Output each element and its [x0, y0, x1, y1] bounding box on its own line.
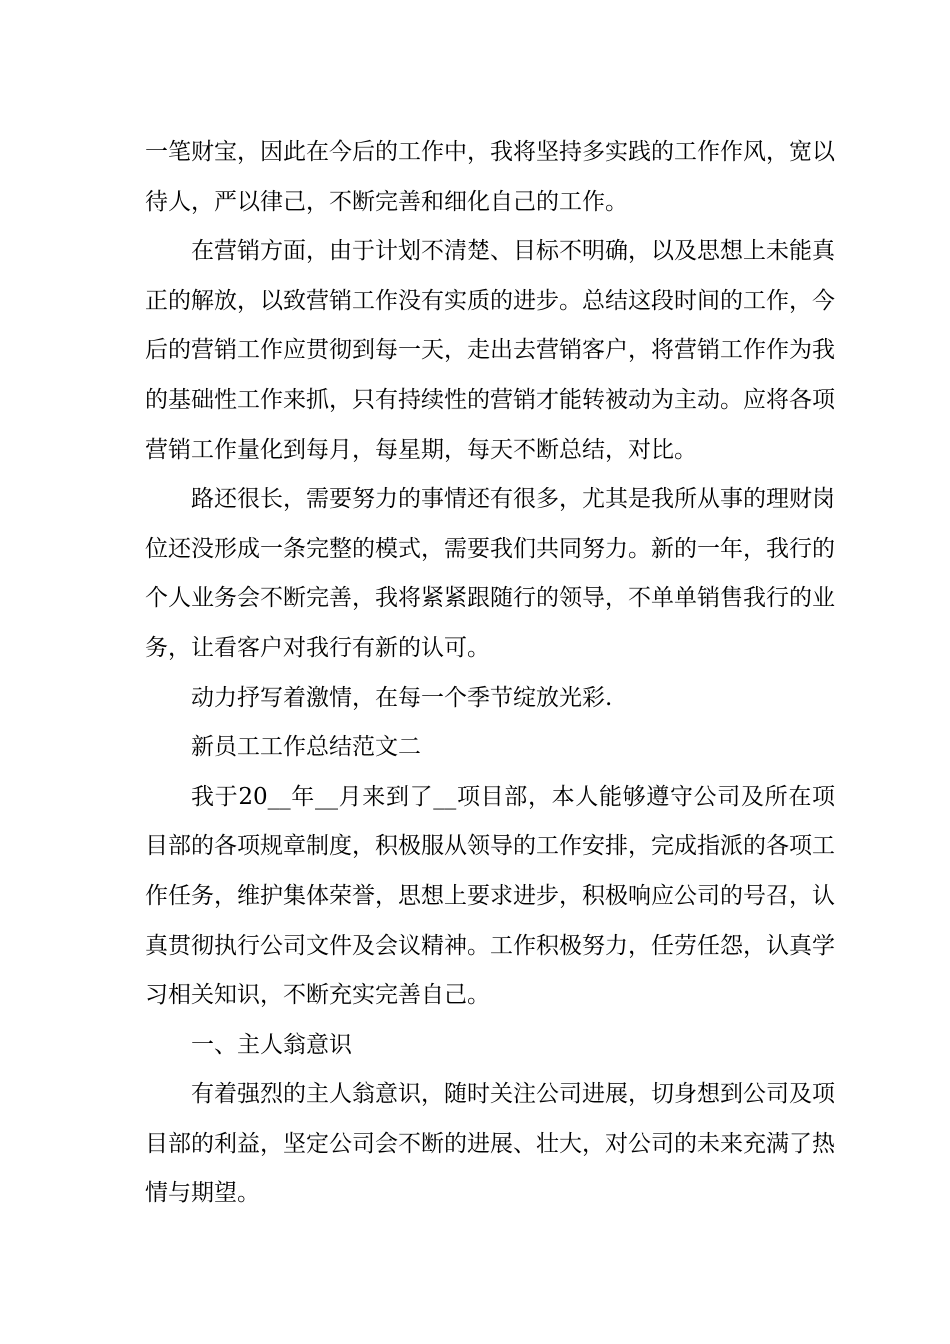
paragraph-marketing: 在营销方面，由于计划不清楚、目标不明确，以及思想上未能真正的解放，以致营销工作没有实质的进步。总结这段时间的工作，今后的营销工作应贯彻到每一天，走出去营销客户，将营销工作作为我的基础性工作来抓，只有持续性的营销才能转被动为主动。应将各项营销工作量化到每月，每星期，每天不断总结，对比。	[145, 238, 835, 463]
paragraph-ownership: 有着强烈的主人翁意识，随时关注公司进展，切身想到公司及项目部的利益，坚定公司会不断的进展、壮大，对公司的未来充满了热情与期望。	[145, 1081, 835, 1207]
paragraph-continuation: 一笔财宝，因此在今后的工作中，我将坚持多实践的工作作风，宽以待人，严以律己，不断完善和细化自己的工作。	[145, 139, 835, 215]
paragraph-motivation: 动力抒写着激情，在每一个季节绽放光彩.	[191, 684, 613, 711]
subheading-ownership: 一、主人翁意识	[191, 1031, 352, 1058]
paragraph-long-road: 路还很长，需要努力的事情还有很多，尤其是我所从事的理财岗位还没形成一条完整的模式，需要我们共同努力。新的一年，我行的个人业务会不断完善，我将紧紧跟随行的领导，不单单销售我行的业务，让看客户对我行有新的认可。	[145, 486, 835, 661]
section-title: 新员工工作总结范文二	[191, 734, 421, 761]
document-body	[145, 128, 835, 1219]
paragraph-project-intro: 我于20__年__月来到了__项目部，本人能够遵守公司及所在项目部的各项规章制度，积极服从领导的工作安排，完成指派的各项工作任务，维护集体荣誉，思想上要求进步，积极响应公司的号召，认真贯彻执行公司文件及会议精神。工作积极努力，任劳任怨，认真学习相关知识，不断充实完善自己。	[145, 783, 835, 1009]
